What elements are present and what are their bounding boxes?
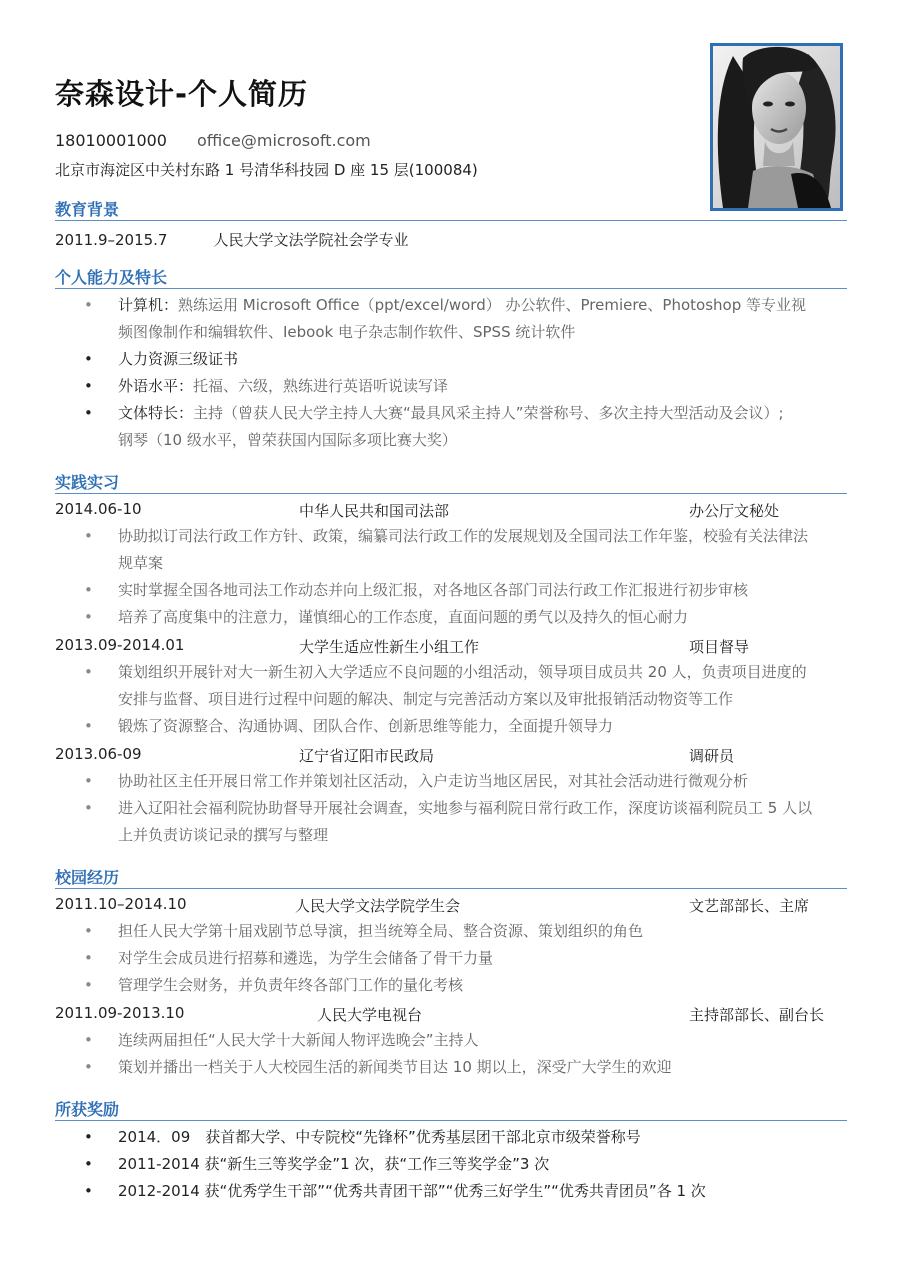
job-role: 主持部部长、副台长	[689, 1006, 825, 1024]
resume-page: 奈森设计-个人简历 18010001000 office@microsoft.com 北京市海淀区中关村东路 1 号清华科技园 D 座 15 层(100084) 教育背景 2011.9–2015.7 人民大学文法学院社会学专业 个人能力及特长 • 计算机：熟练运用 Microsoft Office（ppt/excel/word） 办公软件、Premiere、Photoshop 等专业视 频图像制作和编辑软件、Iebook 电子杂志制作软件、SPSS 统计软件 • 人力资源三级证书 • 外语水平：托福、六级，熟练进行英语听说读写译 • 文体特长：主持（曾获人民大学主持人大赛“最具风采主持人”荣誉称号、多次主持大型活动及会议）; 钢琴（10 级水平，曾荣获国内国际多项比赛大奖） 实践实习 2014.06-10 中华人民共和国司法部 办公厅文秘处 • 协助拟订司法行政工作方针、政策，编纂司法行政工作的发展规划及全国司法工作年鉴，校验有关法律法 规草案 • 实时掌握全国各地司法工作动态并向上级汇报，对各地区各部门司法行政工作汇报进行初步审核 • 培养了高度集中的注意力，谨慎细心的工作态度，直面问题的勇气以及持久的恒心耐力 2013.09-2014.01 大学生适应性新生小组工作 项目督导 • 策划组织开展针对大一新生初入大学适应不良问题的小组活动，领导项目成员共 20 人，负责项目进度的 安排与监督、项目进行过程中问题的解决、制定与完善活动方案以及审批报销活动物资等工作 • 锻炼了资源整合、沟通协调、团队合作、创新思维等能力，全面提升领导力 2013.06-09 辽宁省辽阳市民政局 调研员 • 协助社区主任开展日常工作并策划社区活动，入户走访当地区居民，对其社会活动进行微观分析 • 进入辽阳社会福利院协助督导开展社会调查，实地参与福利院日常行政工作，深度访谈福利院员工 5 人以 上并负责访谈记录的撰写与整理 校园经历 2011.10–2014.10 人民大学文法学院学生会 文艺部部长、主席 • 担任人民大学第十届戏剧节总导演，担当统筹全局、整合资源、策划组织的角色 • 对学生会成员进行招募和遴选，为学生会储备了骨干力量 • 管理学生会财务，并负责年终各部门工作的量化考核 2011.09-2013.10 人民大学电视台 主持部部长、副台长 • 连续两届担任“人民大学十大新闻人物评选晚会”主持人 • 策划并播出一档关于人大校园生活的新闻类节目达 10 期以上，深受广大学生的欢迎 所获奖励 • 2014．09 获首都大学、中专院校“先锋杯”优秀基层团干部北京市级荣誉称号 • 2011-2014 获“新生三等奖学金”1 次，获“工作三等奖学金”3 次 • 2012-2014 获“优秀学生干部”“优秀共青团干部”“优秀三好学生”“优秀共青团员”各 1 次	[0, 0, 900, 1272]
skill-text: 熟练运用 Microsoft Office（ppt/excel/word） 办公软件、Premiere、Photoshop 等专业视	[178, 296, 806, 314]
job-header	[55, 745, 847, 767]
bullet-icon: •	[84, 296, 93, 314]
job-date: 2011.09-2013.10	[55, 1004, 185, 1022]
phone-number: 18010001000	[55, 131, 167, 150]
address: 北京市海淀区中关村东路 1 号清华科技园 D 座 15 层(100084)	[55, 161, 478, 179]
bullet-icon: •	[84, 949, 93, 967]
job-organization: 人民大学文法学院学生会	[295, 897, 461, 915]
section-divider	[55, 493, 847, 494]
bullet-icon: •	[84, 404, 93, 422]
skill-text: 钢琴（10 级水平，曾荣获国内国际多项比赛大奖）	[118, 431, 457, 449]
section-title-skills: 个人能力及特长	[55, 268, 168, 287]
skill-label: 计算机：	[118, 296, 179, 314]
education-entry	[55, 229, 409, 250]
job-organization: 大学生适应性新生小组工作	[299, 638, 480, 656]
bullet-icon: •	[84, 527, 93, 545]
section-title-campus: 校园经历	[55, 868, 120, 887]
bullet-icon: •	[84, 1128, 93, 1146]
skill-label: 人力资源三级证书	[118, 350, 239, 368]
job-date: 2011.10–2014.10	[55, 895, 187, 913]
bullet-icon: •	[84, 1182, 93, 1200]
bullet-icon: •	[84, 350, 93, 368]
contact-line	[55, 131, 371, 150]
bullet-icon: •	[84, 663, 93, 681]
skill-text: 托福、六级，熟练进行英语听说读写译	[193, 377, 449, 395]
section-divider	[55, 1120, 847, 1121]
bullet-icon: •	[84, 799, 93, 817]
job-date: 2014.06-10	[55, 500, 142, 518]
bullet-icon: •	[84, 717, 93, 735]
resume-title: 奈森设计-个人简历	[55, 77, 309, 111]
section-title-practice: 实践实习	[55, 473, 120, 492]
job-header	[55, 636, 847, 658]
bullet-icon: •	[84, 772, 93, 790]
section-title-awards: 所获奖励	[55, 1100, 120, 1119]
job-header	[55, 1004, 847, 1026]
portrait-image	[713, 46, 840, 208]
skill-text: 频图像制作和编辑软件、Iebook 电子杂志制作软件、SPSS 统计软件	[118, 323, 576, 341]
job-organization: 辽宁省辽阳市民政局	[299, 747, 435, 765]
job-header	[55, 500, 847, 522]
skill-label: 外语水平：	[118, 377, 194, 395]
bullet-icon: •	[84, 1155, 93, 1173]
bullet-icon: •	[84, 1058, 93, 1076]
profile-photo	[710, 43, 843, 211]
education-detail: 人民大学文法学院社会学专业	[213, 231, 409, 249]
skill-text: 主持（曾获人民大学主持人大赛“最具风采主持人”荣誉称号、多次主持大型活动及会议）;	[193, 404, 784, 422]
section-title-education: 教育背景	[55, 200, 120, 219]
job-date: 2013.06-09	[55, 745, 142, 763]
job-organization: 人民大学电视台	[317, 1006, 423, 1024]
bullet-icon: •	[84, 377, 93, 395]
bullet-icon: •	[84, 608, 93, 626]
section-divider	[55, 220, 847, 221]
skill-label: 文体特长：	[118, 404, 194, 422]
bullet-icon: •	[84, 1031, 93, 1049]
job-header	[55, 895, 847, 917]
job-role: 办公厅文秘处	[689, 502, 780, 520]
bullet-icon: •	[84, 581, 93, 599]
job-role: 项目督导	[689, 638, 750, 656]
section-divider	[55, 288, 847, 289]
job-date: 2013.09-2014.01	[55, 636, 185, 654]
section-divider	[55, 888, 847, 889]
education-period: 2011.9–2015.7	[55, 231, 168, 249]
job-role: 调研员	[689, 747, 735, 765]
bullet-icon: •	[84, 976, 93, 994]
email-address: office@microsoft.com	[196, 131, 371, 150]
job-role: 文艺部部长、主席	[689, 897, 810, 915]
bullet-icon: •	[84, 922, 93, 940]
job-organization: 中华人民共和国司法部	[299, 502, 450, 520]
